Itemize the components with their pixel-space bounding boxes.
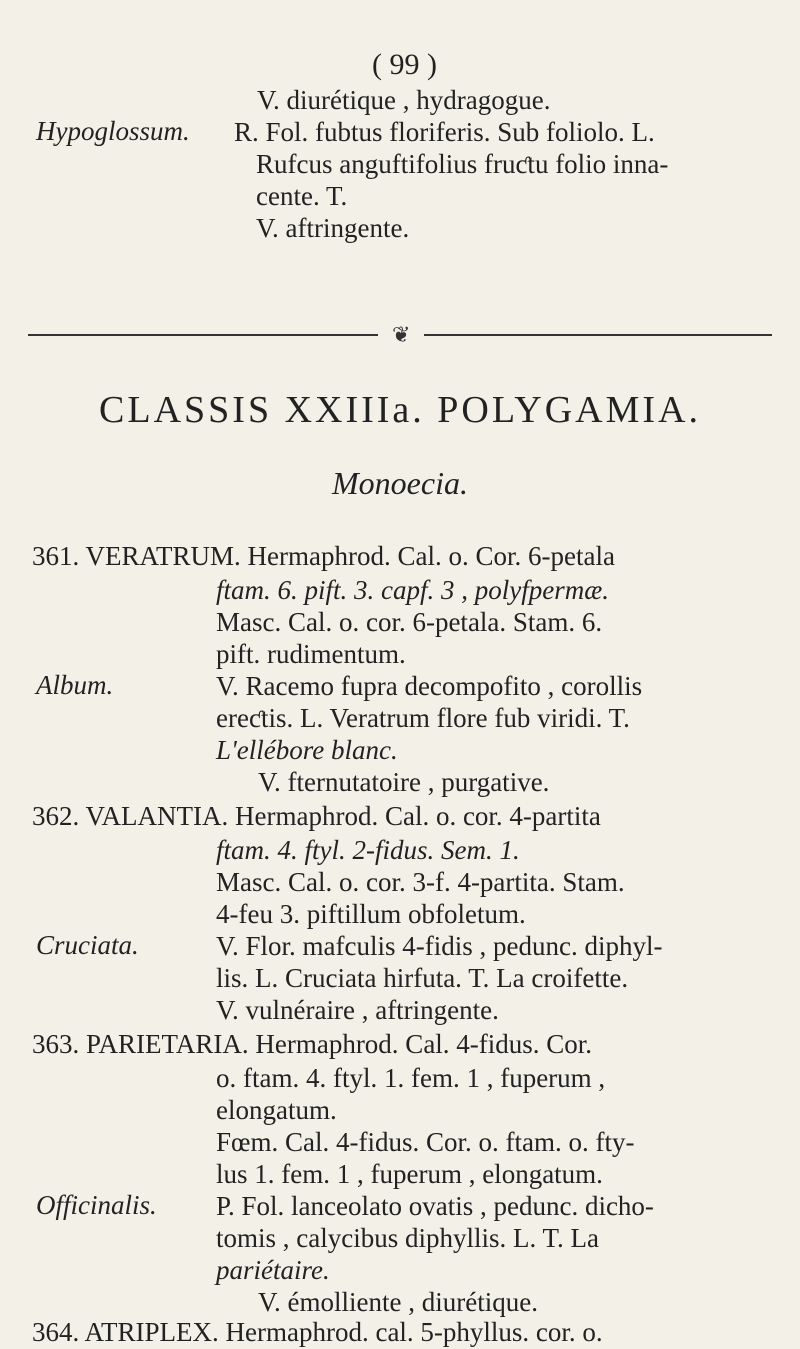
text-line: L'ellébore blanc.: [216, 735, 398, 765]
text-line: V. fternutatoire , purgative.: [258, 767, 550, 797]
text-line: Fœm. Cal. 4-fidus. Cor. o. ftam. o. fty-: [216, 1127, 635, 1157]
rule-right: [424, 334, 772, 336]
subclass-heading: Monoecia.: [332, 465, 468, 501]
entry-heading: 363. PARIETARIA. Hermaphrod. Cal. 4-fidus. Cor.: [32, 1029, 593, 1059]
text-line: ereƈtis. L. Veratrum flore fub viridi. T.: [216, 703, 630, 733]
text-line: lus 1. fem. 1 , fuperum , elongatum.: [216, 1159, 603, 1189]
text-line: P. Fol. lanceolato ovatis , pedunc. dicho-: [216, 1191, 654, 1221]
text-line: Masc. Cal. o. cor. 6-petala. Stam. 6.: [216, 607, 603, 637]
text-line: ftam. 6. pift. 3. capf. 3 , polyfpermæ.: [216, 575, 609, 605]
margin-entry-name: Cruciata.: [36, 930, 139, 960]
text-line: elongatum.: [216, 1095, 337, 1125]
text-line: R. Fol. fubtus floriferis. Sub foliolo. L.: [234, 117, 655, 147]
text-line: V. émolliente , diurétique.: [258, 1287, 538, 1317]
text-line: pariétaire.: [216, 1255, 330, 1285]
class-heading: CLASSIS XXIIIa. POLYGAMIA.: [99, 389, 701, 431]
text-line: Masc. Cal. o. cor. 3-f. 4-partita. Stam.: [216, 867, 625, 897]
text-line: ftam. 4. ftyl. 2-fidus. Sem. 1.: [216, 835, 520, 865]
text-line: V. vulnéraire , aftringente.: [216, 995, 499, 1025]
text-line: V. Racemo fupra decompofito , corollis: [216, 671, 643, 701]
entry-heading: 362. VALANTIA. Hermaphrod. Cal. o. cor. 4-partita: [32, 801, 601, 831]
margin-entry-name: Officinalis.: [36, 1190, 157, 1220]
text-line: cente. T.: [256, 181, 348, 211]
text-line: V. diurétique , hydragogue.: [257, 85, 551, 115]
text-line: tomis , calycibus diphyllis. L. T. La: [216, 1223, 599, 1253]
text-line: V. Flor. mafculis 4-fidis , pedunc. diphyl-: [216, 931, 663, 961]
text-line: o. ftam. 4. ftyl. 1. fem. 1 , fuperum ,: [216, 1063, 606, 1093]
ornament-icon: ❦: [392, 322, 411, 347]
text-line: 4-feu 3. piftillum obfoletum.: [216, 899, 526, 929]
text-line: V. aftringente.: [256, 213, 410, 243]
text-line: lis. L. Cruciata hirfuta. T. La croifette.: [216, 963, 629, 993]
entry-heading: 364. ATRIPLEX. Hermaphrod. cal. 5-phyllus. cor. o.: [32, 1317, 603, 1347]
margin-entry-name: Album.: [36, 670, 114, 700]
entry-heading: 361. VERATRUM. Hermaphrod. Cal. o. Cor. 6-petala: [32, 541, 615, 571]
page-number: ( 99 ): [372, 48, 437, 81]
text-line: Rufcus anguftifolius fruƈtu folio inna-: [256, 149, 669, 179]
margin-entry-name: Hypoglossum.: [36, 116, 190, 146]
rule-left: [28, 334, 378, 336]
text-line: pift. rudimentum.: [216, 639, 406, 669]
